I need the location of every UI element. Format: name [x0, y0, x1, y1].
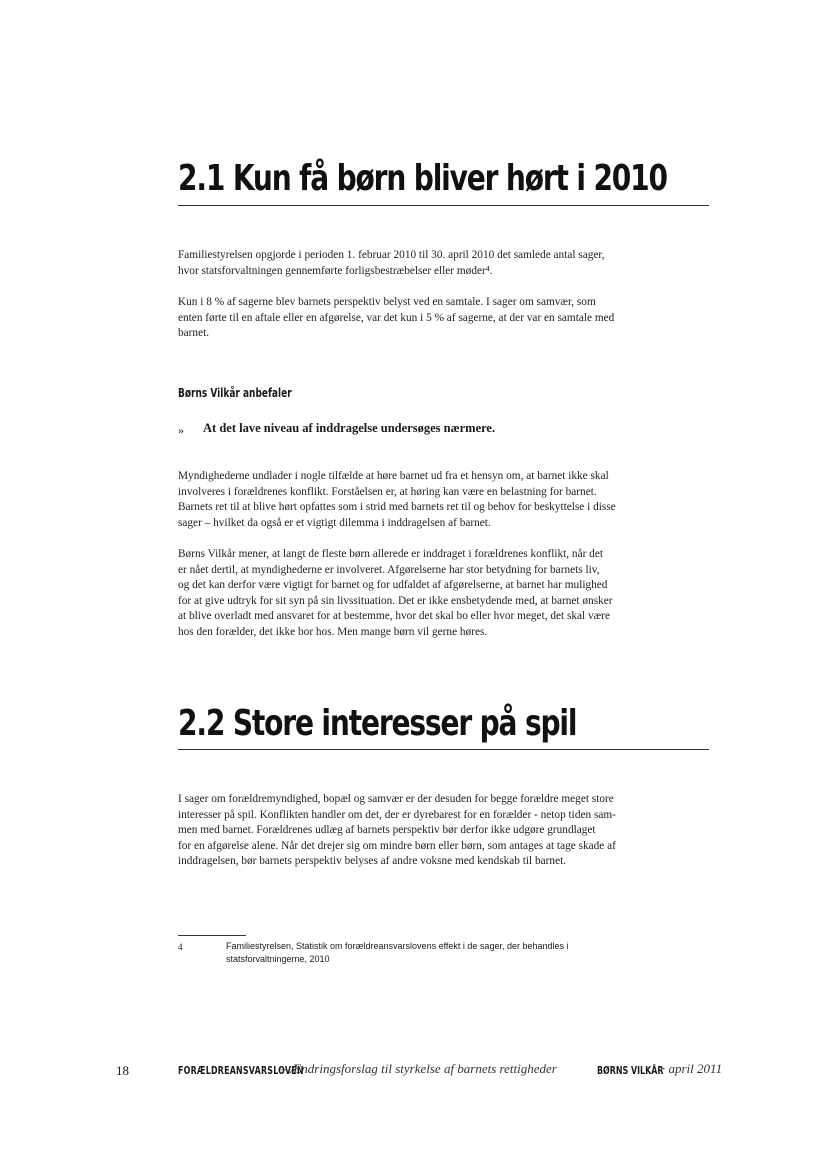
- section-heading-2-2: 2.2 Store interesser på spil: [178, 703, 577, 744]
- footer-subtitle: – Ændringsforslag til styrkelse af barnets rettigheder: [280, 1061, 557, 1076]
- footnote-number: 4: [178, 942, 183, 952]
- footnote-text: Familiestyrelsen, Statistik om forældreansvarslovens effekt i de sager, der behandles i statsforvaltningerne, 2010: [226, 941, 569, 964]
- bullet-marker: »: [178, 423, 184, 437]
- heading-rule: [178, 749, 709, 750]
- paragraph: Familiestyrelsen opgjorde i perioden 1. februar 2010 til 30. april 2010 det samlede antal sager, hvor statsforvaltningen gennemførte forligsbestræbelser eller møder⁴.: [178, 249, 605, 277]
- heading-rule: [178, 205, 709, 206]
- paragraph: I sager om forældremyndighed, bopæl og samvær er der desuden for begge forældre meget store interesser på spil. Konflikten handler om det, der er dyrebarest for en forælder - netop tiden sam- men med barnet. Forældrenes udlæg af barnets perspektiv bør derfor ikke udgøre grundlaget for en afgørelse alene. Når det drejer sig om mindre børn eller børn, som antages at tage skade af inddragelsen, bør barnets perspektiv belyses af andre voksne med kendskab til barnet.: [178, 793, 616, 867]
- paragraph: Børns Vilkår mener, at langt de fleste børn allerede er inddraget i forældrenes konflikt, når det er nået dertil, at myndighederne er involveret. Afgørelserne har stor betydning for barnets liv, og det kan derfor være vigtigt for barnet og for udfaldet af afgørelserne, at barnet har mulighed for at give udtryk for sit syn på sin livssituation. Det er ikke ensbetydende med, at barnet ønsker at blive overladt med ansvaret for at bestemme, hvor det skal bo eller hvor meget, det skal være hos den forælder, det ikke bor hos. Men mange børn vil gerne høres.: [178, 548, 613, 638]
- recommendation-item: At det lave niveau af inddragelse undersøges nærmere.: [203, 421, 496, 435]
- section-heading-2-1: 2.1 Kun få børn bliver hørt i 2010: [178, 158, 667, 199]
- footnote-rule: [178, 935, 246, 936]
- footer-date: · april 2011: [662, 1061, 723, 1076]
- page-number: 18: [116, 1063, 129, 1078]
- paragraph: Kun i 8 % af sagerne blev barnets perspektiv belyst ved en samtale. I sager om samvær, som enten førte til en aftale eller en afgørelse, var det kun i 5 % af sagerne, at der var en samtale med barnet.: [178, 296, 615, 339]
- paragraph: Myndighederne undlader i nogle tilfælde at høre barnet ud fra et hensyn om, at barnet ikke skal involveres i forældrenes konflikt. Forståelsen er, at høring kan være en belastning for barnet. Barnets ret til at blive hørt opfattes som i strid med barnets ret til og behov for beskyttelse i disse sager – hvilket da også er et vigtigt dilemma i inddragelsen af barnet.: [178, 470, 616, 529]
- recommendation-heading: Børns Vilkår anbefaler: [178, 386, 292, 400]
- footer-brand: BØRNS VILKÅR: [597, 1064, 664, 1077]
- footer-law-title: FORÆLDREANSVARSLOVEN: [178, 1064, 304, 1077]
